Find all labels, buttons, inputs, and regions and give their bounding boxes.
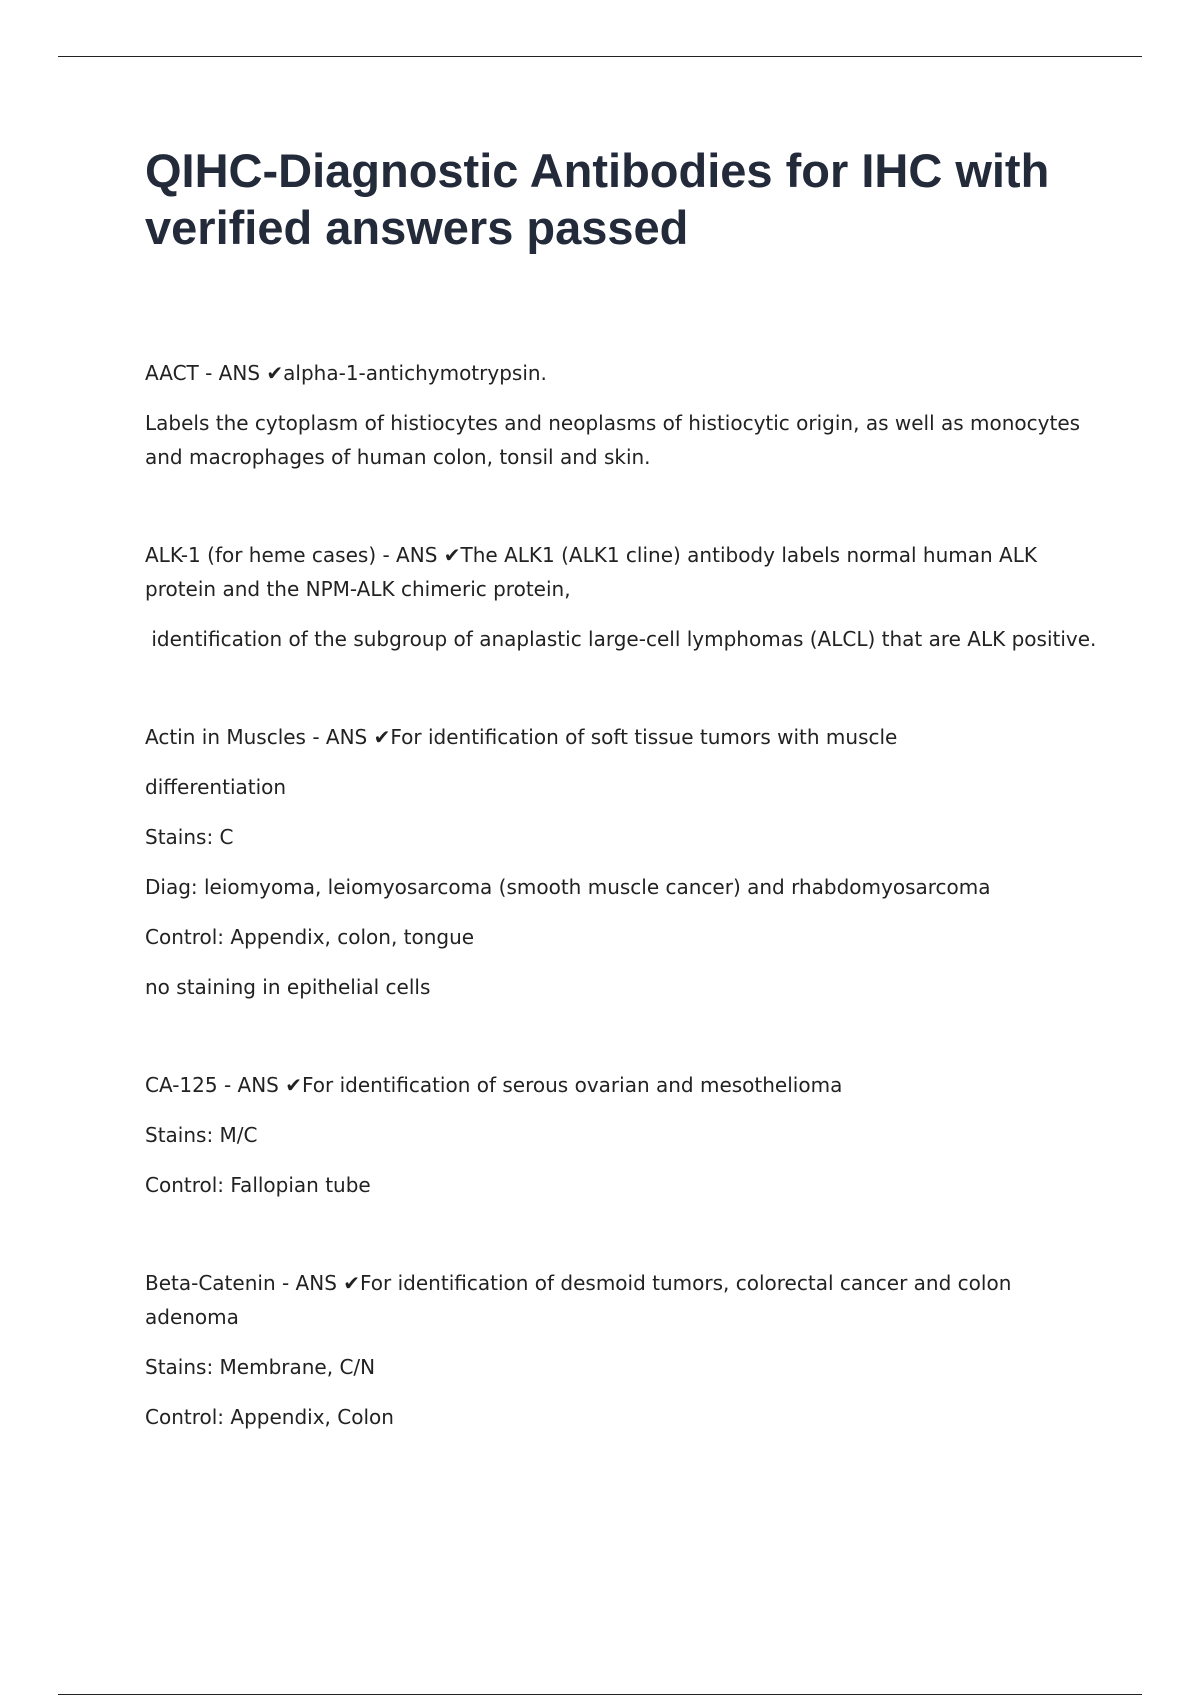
entry-term: AACT - ANS: [145, 361, 267, 385]
entry-answer: The ALK1 (ALK1 cline) antibody labels normal human ALK protein and the NPM-ALK chimeric protein,: [145, 543, 1037, 601]
document-title: QIHC-Diagnostic Antibodies for IHC with verified answers passed: [145, 144, 1050, 254]
entry-paragraph: Control: Appendix, colon, tongue: [145, 925, 475, 949]
entry-question: [145, 720, 1085, 754]
entry-term: CA-125 - ANS: [145, 1073, 286, 1097]
entry-answer: For identification of desmoid tumors, colorectal cancer and colon adenoma: [145, 1271, 1012, 1329]
entry-term: Beta-Catenin - ANS: [145, 1271, 344, 1295]
entry-paragraph: Control: Appendix, Colon: [145, 1405, 394, 1429]
entry-term: ALK-1 (for heme cases) - ANS: [145, 543, 444, 567]
check-mark-icon: ✔: [266, 361, 284, 385]
entry-question: [145, 1068, 1085, 1102]
entry-term: Actin in Muscles - ANS: [145, 725, 374, 749]
entry-alk-1: [145, 538, 1097, 656]
entry-question: [145, 356, 1085, 390]
entry-actin-in-muscles: [145, 720, 1085, 1004]
entry-paragraph: differentiation: [145, 775, 287, 799]
entry-paragraph: Stains: M/C: [145, 1123, 258, 1147]
check-mark-icon: ✔: [285, 1073, 302, 1097]
entry-ca-125: [145, 1068, 1085, 1202]
top-rule: [58, 56, 1142, 57]
bottom-rule: [58, 1694, 1142, 1695]
entry-paragraph: Stains: C: [145, 825, 234, 849]
check-mark-icon: ✔: [373, 725, 391, 749]
entry-paragraph: no staining in epithelial cells: [145, 975, 431, 999]
entry-beta-catenin: [145, 1266, 1085, 1434]
entry-answer: alpha-1-antichymotrypsin.: [283, 361, 547, 385]
entry-paragraph: Stains: Membrane, C/N: [145, 1355, 376, 1379]
entry-paragraph: Labels the cytoplasm of histiocytes and neoplasms of histiocytic origin, as well as monocytes and macrophages of human colon, tonsil and skin.: [145, 411, 1081, 469]
check-mark-icon: ✔: [443, 543, 461, 567]
entry-aact: [145, 356, 1085, 474]
entry-answer: For identification of soft tissue tumors with muscle: [390, 725, 898, 749]
document-body: [145, 356, 1097, 1498]
entry-paragraph: identification of the subgroup of anaplastic large-cell lymphomas (ALCL) that are ALK positive.: [145, 627, 1097, 651]
entry-question: [145, 1266, 1085, 1334]
entry-paragraph: Control: Fallopian tube: [145, 1173, 371, 1197]
check-mark-icon: ✔: [343, 1271, 361, 1295]
entry-question: [145, 538, 1085, 606]
entry-paragraph: Diag: leiomyoma, leiomyosarcoma (smooth muscle cancer) and rhabdomyosarcoma: [145, 875, 991, 899]
entry-answer: For identification of serous ovarian and mesothelioma: [302, 1073, 843, 1097]
